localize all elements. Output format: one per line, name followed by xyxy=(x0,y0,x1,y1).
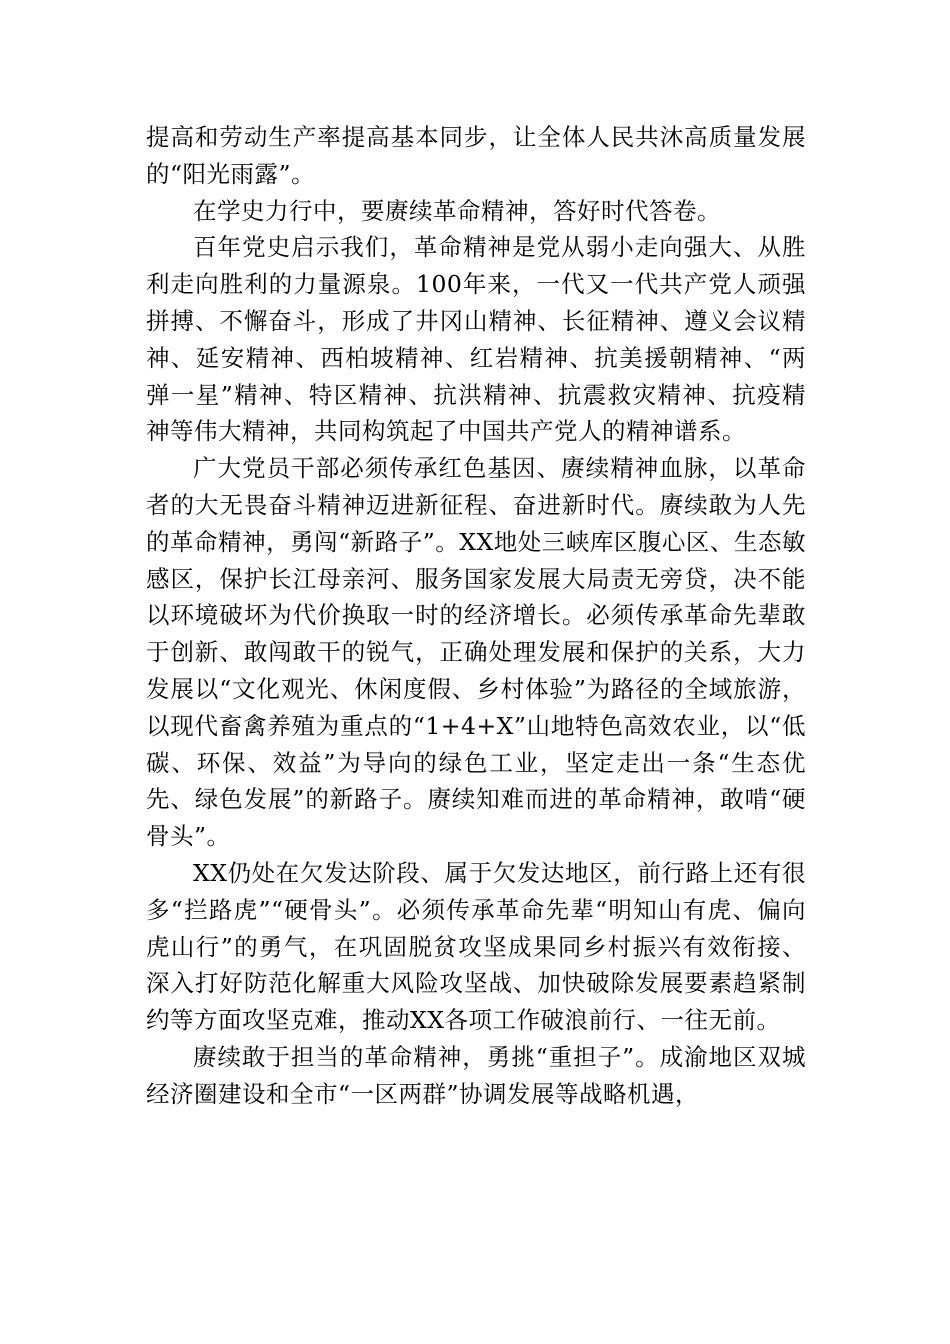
paragraph-continuation: 提高和劳动生产率提高基本同步，让全体人民共沐高质量发展的“阳光雨露”。 xyxy=(146,123,806,188)
document-body xyxy=(146,119,806,1113)
paragraph-responsibility: 赓续敢于担当的革命精神，勇挑“重担子”。成渝地区双城经济圈建设和全市“一区两群”协调发展等战略机遇， xyxy=(146,1042,806,1108)
paragraph-section-heading: 在学史力行中，要赓续革命精神，答好时代答卷。 xyxy=(193,196,721,225)
paragraph-underdeveloped: XX仍处在欠发达阶段、属于欠发达地区，前行路上还有很多“拦路虎”“硬骨头”。必须传承革命先辈“明知山有虎、偏向虎山行”的勇气，在巩固脱贫攻坚成果同乡村振兴有效衔接、深入打好防范化解重大风险攻坚战、加快破除发展要素趋紧制约等方面攻坚克难，推动XX各项工作破浪前行、一往无前。 xyxy=(146,858,806,1035)
paragraph-red-genes: 广大党员干部必须传承红色基因、赓续精神血脉，以革命者的大无畏奋斗精神迈进新征程、奋进新时代。赓续敢为人先的革命精神，勇闯“新路子”。XX地处三峡库区腹心区、生态敏感区，保护长江母亲河、服务国家发展大局责无旁贷，决不能以环境破坏为代价换取一时的经济增长。必须传承革命先辈敢于创新、敢闯敢干的锐气，正确处理发展和保护的关系，大力发展以“文化观光、休闲度假、乡村体验”为路径的全域旅游，以现代畜禽养殖为重点的“1+4+X”山地特色高效农业，以“低碳、环保、效益”为导向的绿色工业，坚定走出一条“生态优先、绿色发展”的新路子。赓续知难而进的革命精神，敢啃“硬骨头”。 xyxy=(146,454,806,851)
paragraph-party-history: 百年党史启示我们，革命精神是党从弱小走向强大、从胜利走向胜利的力量源泉。100年来，一代又一代共产党人顽强拼搏、不懈奋斗，形成了井冈山精神、长征精神、遵义会议精神、延安精神、西柏坡精神、红岩精神、抗美援朝精神、“两弹一星”精神、特区精神、抗洪精神、抗震救灾精神、抗疫精神等伟大精神，共同构筑起了中国共产党人的精神谱系。 xyxy=(146,233,806,446)
